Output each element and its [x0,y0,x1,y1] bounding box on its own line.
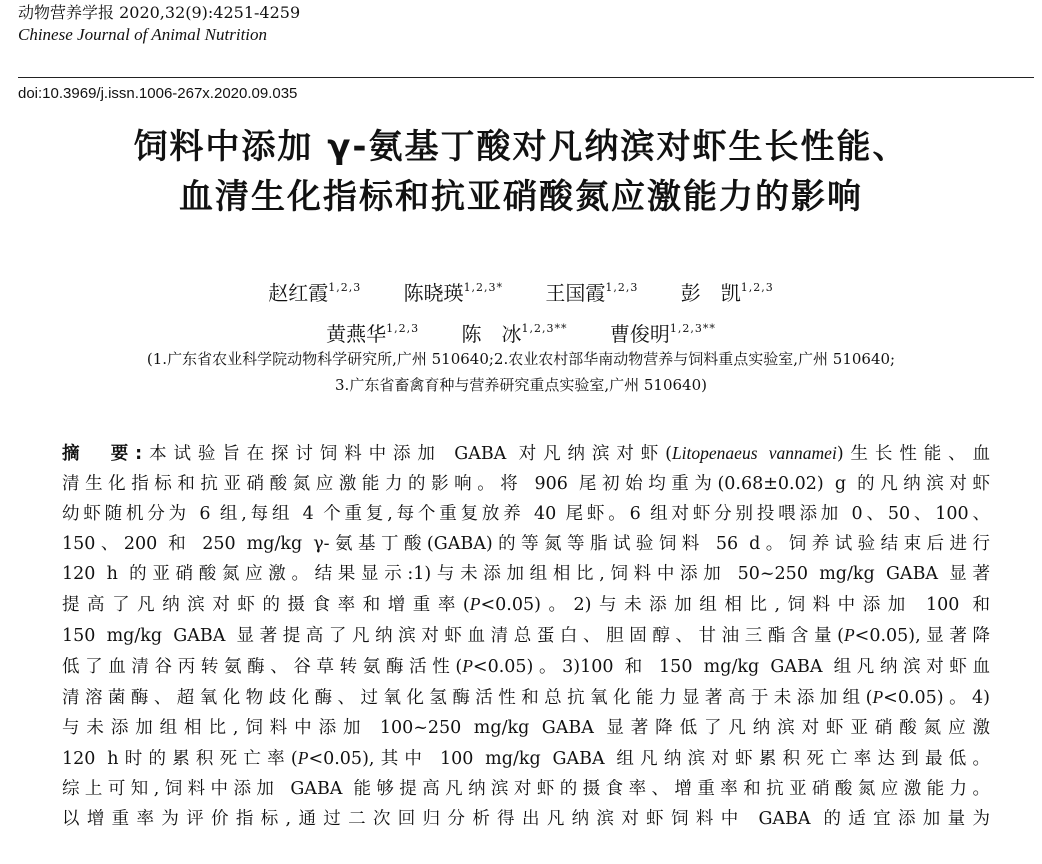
doi[interactable]: doi:10.3969/j.issn.1006-267x.2020.09.035 [18,85,298,102]
author: 陈 冰$^{1,2,3**}$ [461,322,568,346]
paper-title [0,122,1042,222]
abstract-line: 提高了凡纳滨对虾的摄食率和增重率(P<0.05)。2)与未添加组相比,饲料中添加 100 和 [62,594,990,615]
affiliations [0,346,1042,398]
header-rule [18,77,1034,78]
author-list [0,270,1042,352]
abstract-line: 低了血清谷丙转氨酶、谷草转氨酶活性(P<0.05)。3)100 和 150 mg/kg GABA 组凡纳滨对虾血 [62,656,991,677]
abstract [62,438,990,834]
abstract-body [62,469,990,834]
abstract-line: 摘 要:本试验旨在探讨饲料中添加 GABA 对凡纳滨对虾(Litopenaeus vannamei)生长性能、血 [62,443,990,464]
abstract-line: 120 h时的累积死亡率(P<0.05),其中 100 mg/kg GABA 组凡纳滨对虾累积死亡率达到最低。 [62,748,991,769]
journal-name-cn: 动物营养学报 2020,32(9):4251-4259 [18,3,301,22]
abstract-line: 清溶菌酶、超氧化物歧化酶、过氧化氢酶活性和总抗氧化能力显著高于未添加组(P<0.05)。4) [62,687,990,708]
abstract-line: 150 mg/kg GABA 显著提高了凡纳滨对虾血清总蛋白、胆固醇、甘油三酯含量(P<0.05),显著降 [62,625,990,646]
affiliation-line-1: (1.广东省农业科学院动物科学研究所,广州 510640;2.农业农村部华南动物营养与饲料重点实验室,广州 510640; [146,350,896,368]
species-name: Litopenaeus vannamei [671,443,837,463]
journal-name-en: Chinese Journal of Animal Nutrition [18,25,268,44]
author: 曹俊明$^{1,2,3**}$ [609,322,716,346]
abstract-line: 与未添加组相比,饲料中添加 100~250 mg/kg GABA 显著降低了凡纳滨对虾亚硝酸氮应激 [62,718,990,738]
author: 黄燕华$^{1,2,3}$ [326,322,420,346]
author: 彭 凯$^{1,2,3}$ [680,281,774,305]
affiliation-line-2: 3.广东省畜禽育种与营养研究重点实验室,广州 510640) [335,376,707,394]
title-line-1: 饲料中添加 γ-氨基丁酸对凡纳滨对虾生长性能、 [133,127,909,167]
abstract-line: 以增重率为评价指标,通过二次回归分析得出凡纳滨对虾饲料中 GABA 的适宜添加量为 [62,809,990,829]
abstract-line: 150、200 和 250 mg/kg γ-氨基丁酸(GABA)的等氮等脂试验饲料 56 d。饲养试验结束后进行 [62,534,990,554]
abstract-line: 幼虾随机分为 6 组,每组 4 个重复,每个重复放养 40 尾虾。6 组对虾分别投喂添加 0、50、100、 [62,504,990,524]
author-row-1 [0,270,1042,311]
abstract-line: 120 h 的亚硝酸氮应激。结果显示:1)与未添加组相比,饲料中添加 50~250 mg/kg GABA 显著 [62,564,990,584]
author: 王国霞$^{1,2,3}$ [545,281,639,305]
journal-header [18,2,300,46]
author: 陈晓瑛$^{1,2,3*}$ [403,281,504,305]
abstract-line: 清生化指标和抗亚硝酸氮应激能力的影响。将 906 尾初始均重为(0.68±0.02) g 的凡纳滨对虾 [62,474,990,494]
abstract-line: 综上可知,饲料中添加 GABA 能够提高凡纳滨对虾的摄食率、增重率和抗亚硝酸氮应激能力。 [62,779,990,799]
title-line-2: 血清生化指标和抗亚硝酸氮应激能力的影响 [179,177,863,217]
author: 赵红霞$^{1,2,3}$ [268,281,362,305]
abstract-label: 摘 要: [62,444,143,464]
